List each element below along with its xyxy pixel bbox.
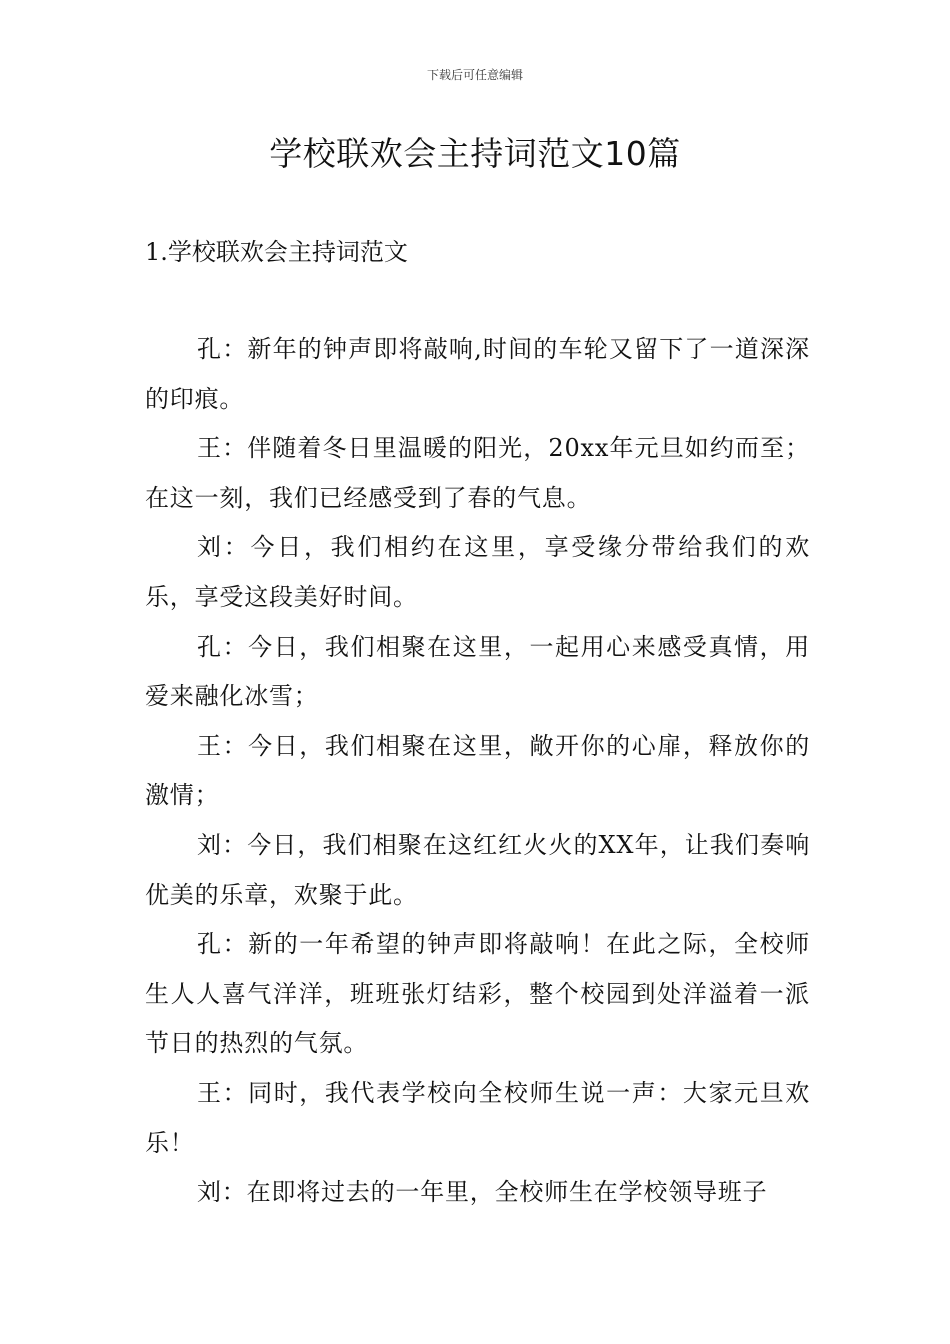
header-note: 下载后可任意编辑	[426, 68, 523, 82]
paragraph: 刘：今日，我们相聚在这红红火火的XX年，让我们奏响优美的乐章，欢聚于此。	[145, 830, 810, 909]
paragraph: 孔：今日，我们相聚在这里，一起用心来感受真情，用爱来融化冰雪；	[145, 632, 810, 711]
paragraph: 刘：在即将过去的一年里，全校师生在学校领导班子	[197, 1178, 768, 1207]
paragraph: 王：伴随着冬日里温暖的阳光，20xx年元旦如约而至；在这一刻，我们已经感受到了春的气息。	[145, 434, 810, 512]
paragraph: 王：今日，我们相聚在这里，敞开你的心扉，释放你的激情；	[145, 731, 810, 810]
paragraph: 王：同时，我代表学校向全校师生说一声：大家元旦欢乐！	[145, 1078, 810, 1157]
paragraph: 孔：新年的钟声即将敲响,时间的车轮又留下了一道深深的印痕。	[145, 335, 810, 413]
document-body	[145, 325, 810, 1218]
paragraph: 刘：今日，我们相约在这里，享受缘分带给我们的欢乐，享受这段美好时间。	[145, 533, 810, 611]
document-title: 学校联欢会主持词范文10篇	[269, 134, 681, 173]
section-heading: 1.学校联欢会主持词范文	[145, 238, 408, 266]
paragraph: 孔：新的一年希望的钟声即将敲响！在此之际，全校师生人人喜气洋洋，班班张灯结彩，整个校园到处洋溢着一派节日的热烈的气氛。	[145, 930, 810, 1058]
